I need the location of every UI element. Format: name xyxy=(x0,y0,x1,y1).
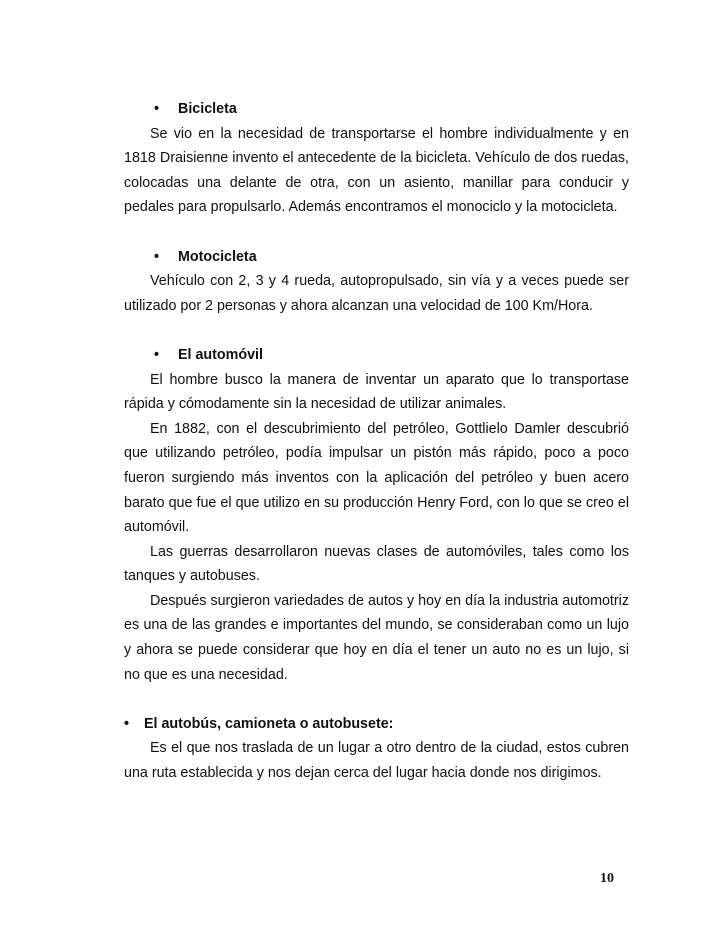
bullet-icon: • xyxy=(124,715,130,732)
heading-text: El autobús, camioneta o autobusete: xyxy=(144,715,394,732)
section-motocicleta xyxy=(124,245,629,319)
paragraph: Vehículo con 2, 3 y 4 rueda, autopropulsado, sin vía y a veces puede ser utilizado por 2 personas y ahora alcanzan una velocidad de 100 Km/Hora. xyxy=(124,273,629,314)
paragraph: Es el que nos traslada de un lugar a otro dentro de la ciudad, estos cubren una ruta establecida y nos dejan cerca del lugar hacia donde nos dirigimos. xyxy=(124,740,629,782)
section-heading xyxy=(124,712,629,737)
bullet-icon: • xyxy=(154,248,160,265)
paragraph: Después surgieron variedades de autos y hoy en día la industria automotriz es una de las grandes e importantes del mundo, se consideraban como un lujo y ahora se puede considerar que hoy en día el tener un auto no es un lujo, si no que es una necesidad. xyxy=(124,592,629,683)
heading-text: Bicicleta xyxy=(178,101,237,117)
heading-text: Motocicleta xyxy=(178,248,257,265)
spacer xyxy=(124,220,629,245)
section-bicicleta xyxy=(124,97,629,220)
spacer xyxy=(124,318,629,343)
paragraph: El hombre busco la manera de inventar un aparato que lo transportase rápida y cómodamente sin la necesidad de utilizar animales. xyxy=(124,371,629,413)
bullet-icon: • xyxy=(154,346,160,363)
paragraph: En 1882, con el descubrimiento del petróleo, Gottlielo Damler descubrió que utilizando petróleo, podía impulsar un pistón más rápido, poco a poco fueron surgiendo más inventos con la aplicación del petróleo y buen acero barato que fue el que utilizo en su producción Henry Ford, con lo que se creo el automóvil. xyxy=(124,420,629,536)
spacer xyxy=(124,687,629,712)
document-page xyxy=(124,97,629,786)
section-heading xyxy=(124,343,629,368)
section-autobus xyxy=(124,712,629,786)
page-number: 10 xyxy=(600,871,614,886)
heading-text: El automóvil xyxy=(178,346,263,363)
bullet-icon: • xyxy=(154,101,160,117)
section-heading xyxy=(124,245,629,270)
paragraph: Las guerras desarrollaron nuevas clases de automóviles, tales como los tanques y autobuses. xyxy=(124,543,629,585)
section-automovil xyxy=(124,343,629,687)
section-heading xyxy=(124,97,629,122)
paragraph: Se vio en la necesidad de transportarse el hombre individualmente y en 1818 Draisienne invento el antecedente de la bicicleta. Vehículo de dos ruedas, colocadas una delante de otra, con un asiento, manillar para conducir y pedales para propulsarlo. Además encontramos el monociclo y la motocicleta. xyxy=(124,125,629,216)
